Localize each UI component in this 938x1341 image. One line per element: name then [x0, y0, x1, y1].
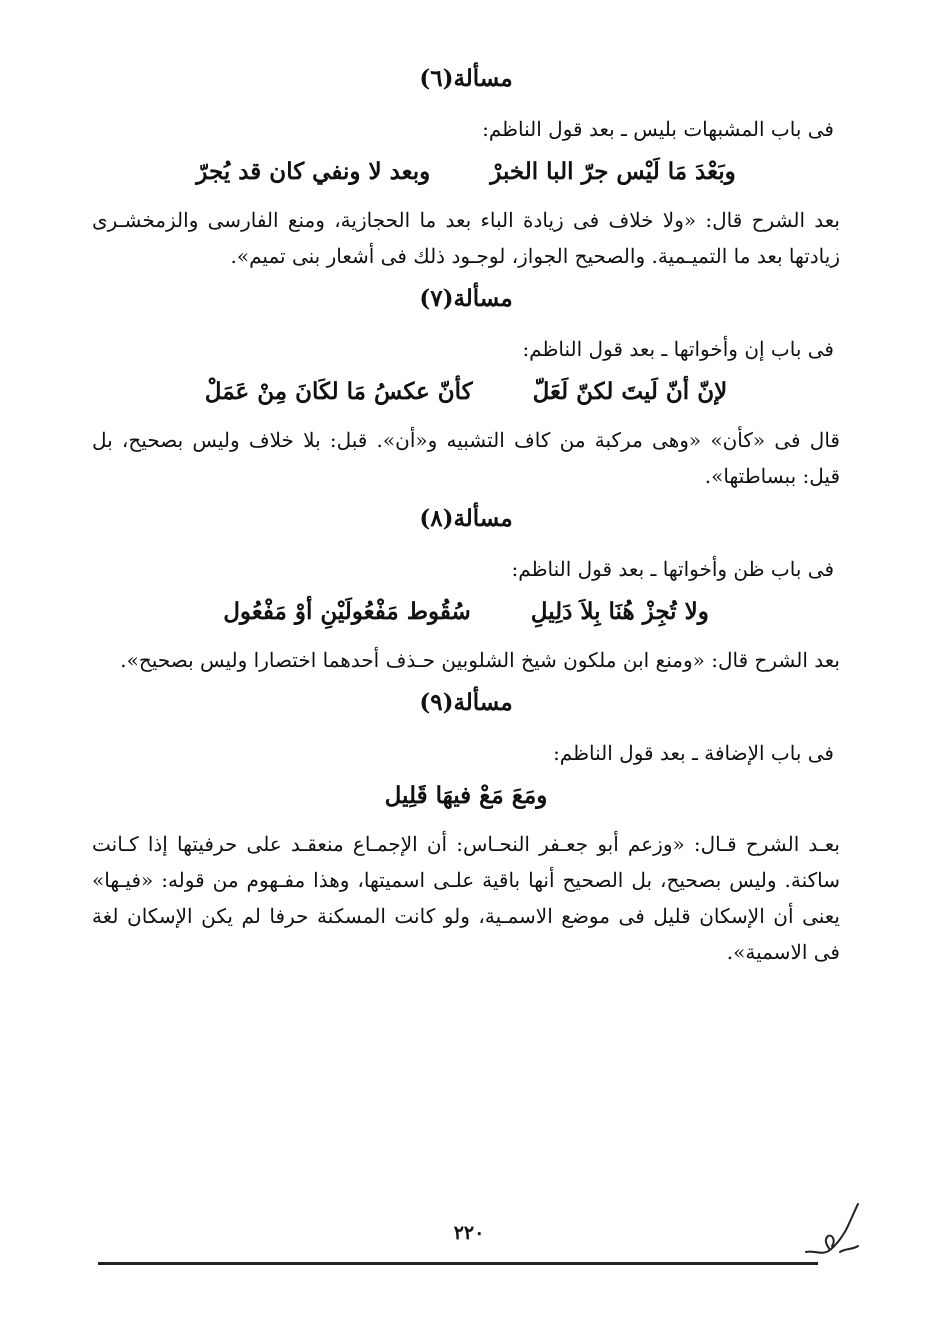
signature-mark-icon — [800, 1200, 862, 1260]
section-intro: فى باب المشبهات بليس ـ بعد قول الناظم: — [482, 117, 834, 141]
verse-line — [92, 150, 840, 194]
verse-hemistich-first: وبَعْدَ مَا لَيْس جرّ البا الخبرْ — [490, 158, 736, 185]
section-8 — [92, 502, 840, 678]
section-heading: مسألة(٧) — [419, 285, 513, 312]
verse-hemistich-first: ولا تُجِزْ هُنَا بِلاَ دَلِيلِ — [530, 598, 709, 625]
section-9 — [92, 686, 840, 970]
verse-hemistich-first: لإنّ أنّ لَيتَ لكنّ لَعَلّ — [532, 378, 728, 405]
section-7 — [92, 282, 840, 494]
footer-divider — [98, 1262, 818, 1265]
section-body: بعد الشرح قال: «ومنع ابن ملكون شيخ الشلوبين حـذف أحدهما اختصارا وليس بصحيح». — [120, 648, 840, 672]
page-number: ٢٢٠ — [453, 1222, 485, 1244]
verse-line — [92, 370, 840, 414]
section-6 — [92, 62, 840, 274]
verse-hemistich-first: ومَعَ مَعْ فيهَا قَلِيل — [384, 782, 548, 809]
verse-line — [92, 590, 840, 634]
section-intro: فى باب الإضافة ـ بعد قول الناظم: — [553, 741, 834, 765]
section-body: بعـد الشرح قـال: «وزعم أبو جعـفر النحـاس: أن الإجمـاع منعقـد على حرفيتها إذا كـانت ساكنة. وليس بصحيح، بل الصحيح أنها باقية علـى اسميتها، وهذا مفـهوم من قوله: «فيـها» يعنى أن الإسكان قليل فى موضع الاسمـية، ولو كانت المسكنة حرفا لم يكن الإسكان لغة فى الاسمية». — [92, 832, 840, 964]
section-body: قال فى «كأن» «وهى مركبة من كاف التشبيه و«أن». قبل: بلا خلاف وليس بصحيح، بل قيل: ببساطتها». — [92, 428, 840, 488]
section-intro: فى باب ظن وأخواتها ـ بعد قول الناظم: — [511, 557, 834, 581]
section-intro: فى باب إن وأخواتها ـ بعد قول الناظم: — [522, 337, 834, 361]
verse-line — [92, 774, 840, 818]
verse-hemistich-second: كأنّ عكسُ مَا لكَانَ مِنْ عَمَلْ — [204, 378, 473, 405]
section-heading: مسألة(٦) — [419, 65, 513, 92]
section-heading: مسألة(٨) — [419, 505, 513, 532]
section-heading: مسألة(٩) — [419, 689, 513, 716]
verse-hemistich-second: سُقُوط مَفْعُولَيْنِ أوْ مَفْعُول — [223, 598, 471, 625]
verse-hemistich-second: وبعد لا ونفي كان قد يُجرّ — [196, 158, 431, 185]
section-body: بعد الشرح قال: «ولا خلاف فى زيادة الباء بعد ما الحجازية، ومنع الفارسى والزمخشـرى زيادتها بعد ما التميـمية. والصحيح الجواز، لوجـود ذلك فى أشعار بنى تميم». — [92, 208, 840, 268]
